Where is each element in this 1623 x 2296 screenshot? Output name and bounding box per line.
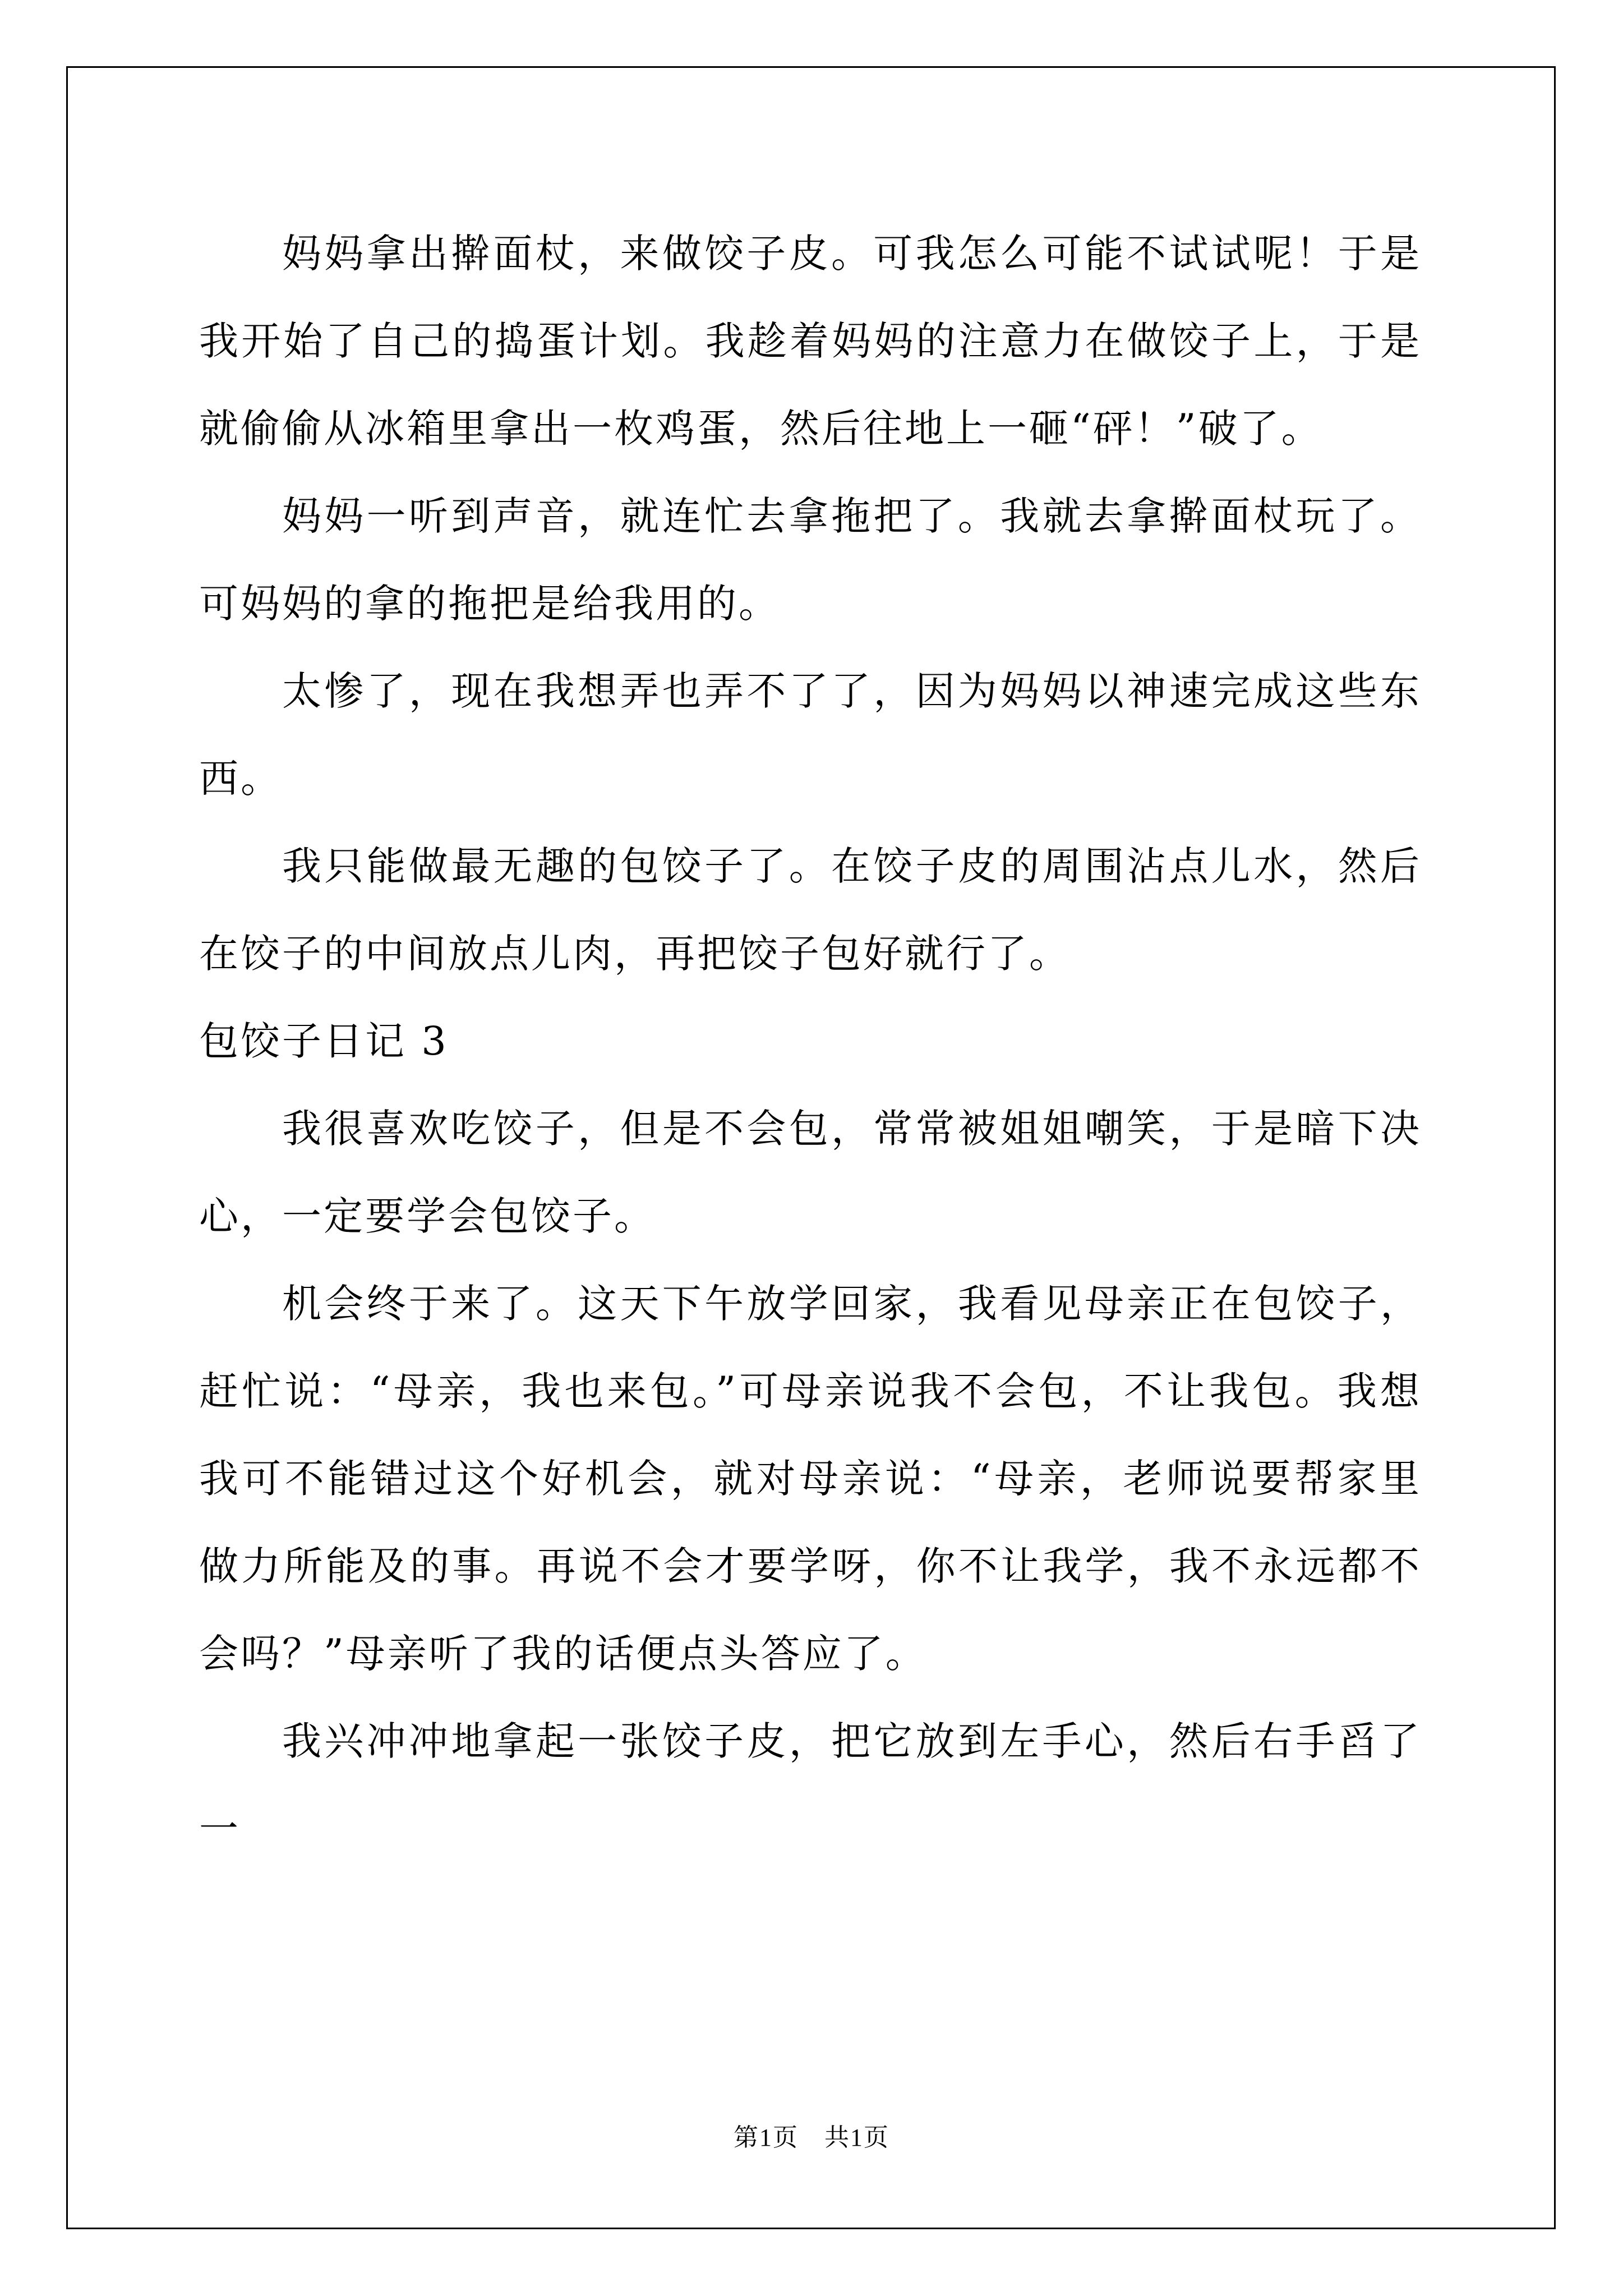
paragraph: 我兴冲冲地拿起一张饺子皮，把它放到左手心，然后右手舀了一 bbox=[199, 1718, 1422, 1852]
paragraph: 妈妈拿出擀面杖，来做饺子皮。可我怎么可能不试试呢！于是我开始了自己的捣蛋计划。我趁着妈妈的注意力在做饺子上，于是就偷偷从冰箱里拿出一枚鸡蛋，然后往地上一砸“砰！”破了。 bbox=[199, 231, 1422, 452]
paragraph: 太惨了，现在我想弄也弄不了了，因为妈妈以神速完成这些东西。 bbox=[199, 668, 1422, 802]
paragraph: 妈妈一听到声音，就连忙去拿拖把了。我就去拿擀面杖玩了。可妈妈的拿的拖把是给我用的。 bbox=[199, 493, 1422, 627]
section-heading: 包饺子日记 3 bbox=[199, 1018, 449, 1064]
paragraph: 我很喜欢吃饺子，但是不会包，常常被姐姐嘲笑，于是暗下决心，一定要学会包饺子。 bbox=[199, 1106, 1422, 1239]
page-footer: 第1页 共1页 bbox=[734, 2124, 889, 2151]
paragraph: 我只能做最无趣的包饺子了。在饺子皮的周围沾点儿水，然后在饺子的中间放点儿肉，再把饺子包好就行了。 bbox=[199, 843, 1422, 977]
document-body bbox=[199, 210, 1422, 1872]
paragraph: 机会终于来了。这天下午放学回家，我看见母亲正在包饺子，赶忙说：“母亲，我也来包。”可母亲说我不会包，不让我包。我想我可不能错过这个好机会，就对母亲说：“母亲，老师说要帮家里做力所能及的事。再说不会才要学呀，你不让我学，我不永远都不会吗？”母亲听了我的话便点头答应了。 bbox=[199, 1281, 1422, 1677]
